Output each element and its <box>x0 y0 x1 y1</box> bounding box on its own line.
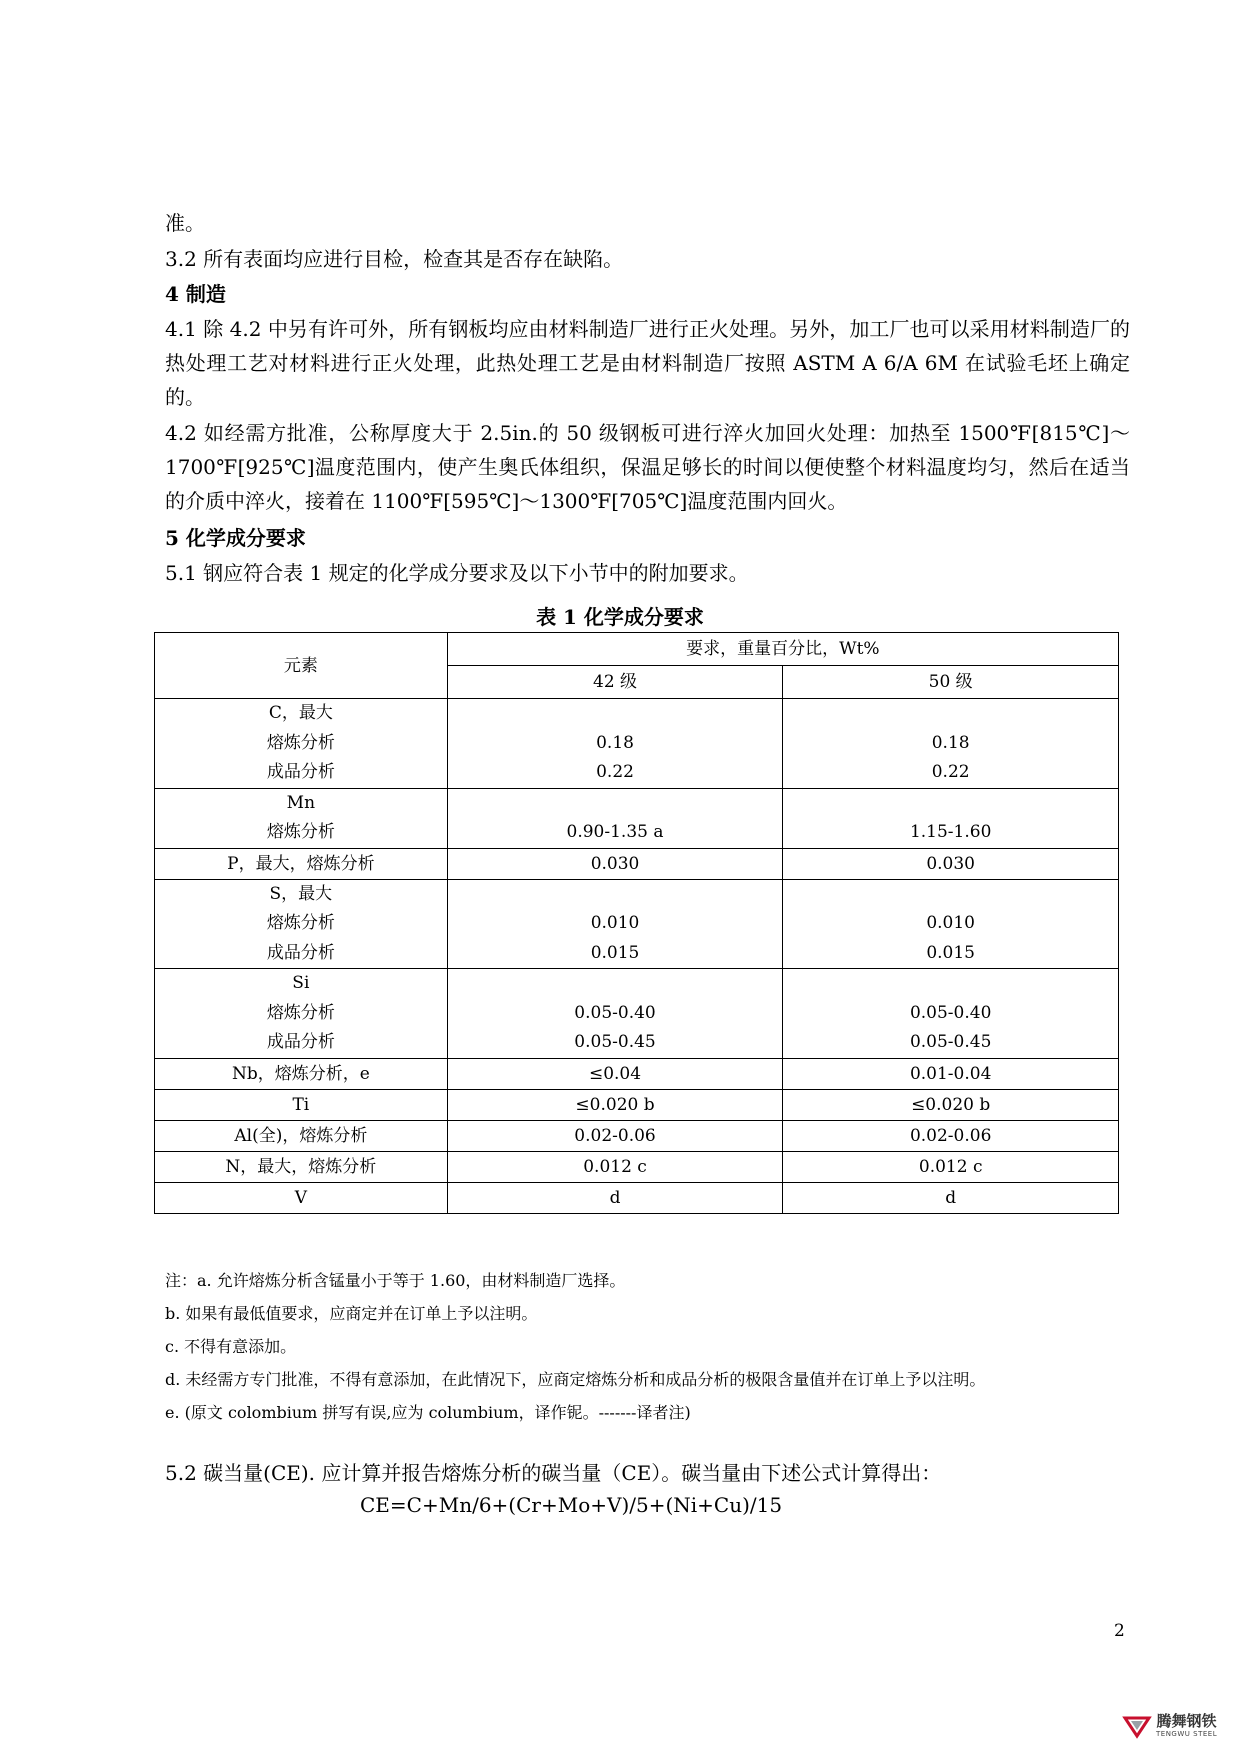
cell-line: 熔炼分析 <box>266 1002 335 1023</box>
table-row <box>155 1151 1119 1182</box>
chemical-requirements-table <box>154 632 1119 1214</box>
cell-g50 <box>783 879 1119 969</box>
section-5-1: 5.1 钢应符合表 1 规定的化学成分要求及以下小节中的附加要求。 <box>165 561 749 585</box>
table-caption: 表 1 化学成分要求 <box>536 605 704 629</box>
cell-element <box>155 969 448 1059</box>
table-row <box>155 1182 1119 1213</box>
section-4-2: 4.2 如经需方批准，公称厚度大于 2.5in.的 50 级钢板可进行淬火加回火处理：加热至 1500℉[815℃]～1700℉[925℃]温度范围内，使产生奥氏体组织，保温足够长的时间以便使整个材料温度均匀，然后在适当的介质中淬火，接着在 1100℉[595℃]～1300℉[705℃]温度范围内回火。 <box>165 421 1130 513</box>
cell-element <box>155 1120 448 1151</box>
cell-line: S，最大 <box>269 883 333 904</box>
cell-g50 <box>783 1058 1119 1089</box>
cell-element <box>155 1151 448 1182</box>
cell-g42 <box>447 699 783 789</box>
text-line: 准。 <box>165 211 205 235</box>
cell-line: 0.90-1.35 a <box>566 822 664 842</box>
cell-line <box>783 969 1118 999</box>
cell-g42 <box>447 1058 783 1089</box>
note-b: b. 如果有最低值要求，应商定并在订单上予以注明。 <box>165 1304 538 1323</box>
cell-line: 0.012 c <box>583 1156 647 1177</box>
cell-line <box>783 789 1118 819</box>
cell-line <box>448 699 783 729</box>
cell-line: P，最大，熔炼分析 <box>227 853 375 874</box>
cell-line: 0.012 c <box>918 1156 983 1177</box>
cell-g42 <box>447 1089 783 1120</box>
section-4-1: 4.1 除 4.2 中另有许可外，所有钢板均应由材料制造厂进行正火处理。另外，加工厂也可以采用材料制造厂的热处理工艺对材料进行正火处理，此热处理工艺是由材料制造厂按照 ASTM A 6/A 6M 在试验毛坯上确定的。 <box>165 317 1130 409</box>
table-row <box>155 879 1119 969</box>
cell-g42 <box>447 788 783 848</box>
logo-mark-icon <box>1122 1713 1152 1739</box>
cell-line: 0.010 <box>926 913 975 933</box>
cell-g42 <box>447 969 783 1059</box>
company-logo <box>1122 1713 1217 1739</box>
cell-line: Al(全)，熔炼分析 <box>234 1125 368 1146</box>
cell-line: 熔炼分析 <box>266 822 335 842</box>
cell-line: 0.015 <box>926 942 975 963</box>
cell-line: 0.015 <box>590 942 640 963</box>
cell-line: ≤0.04 <box>588 1063 642 1084</box>
cell-line: d <box>609 1187 621 1208</box>
cell-line: 0.01-0.04 <box>909 1063 992 1084</box>
cell-line: 成品分析 <box>266 942 335 963</box>
cell-g42 <box>447 1182 783 1213</box>
header-grade-50: 50 级 <box>783 666 1119 699</box>
table-row <box>155 969 1119 1059</box>
cell-line: C，最大 <box>268 703 333 723</box>
section-5-2: 5.2 碳当量(CE). 应计算并报告熔炼分析的碳当量（CE）。碳当量由下述公式计算得出： <box>165 1461 942 1485</box>
cell-element <box>155 1089 448 1120</box>
cell-line: 0.05-0.45 <box>574 1032 656 1052</box>
cell-line: 成品分析 <box>266 762 335 782</box>
cell-line: 0.02-0.06 <box>574 1125 656 1146</box>
note-d: d. 未经需方专门批准，不得有意添加，在此情况下，应商定熔炼分析和成品分析的极限含量值并在订单上予以注明。 <box>165 1370 986 1389</box>
header-grade-42: 42 级 <box>447 666 783 699</box>
cell-line: ≤0.020 b <box>575 1094 655 1115</box>
cell-line: 0.22 <box>596 762 634 782</box>
cell-line: 熔炼分析 <box>266 913 335 933</box>
cell-element <box>155 788 448 848</box>
cell-line <box>448 880 783 910</box>
note-e: e. (原文 colombium 拼写有误,应为 columbium，译作铌。-------译者注) <box>165 1403 691 1422</box>
section-4-heading: 4 制造 <box>165 282 226 306</box>
cell-line: V <box>294 1187 307 1208</box>
logo-text-en: TENGWU STEEL <box>1156 1730 1218 1738</box>
cell-g50 <box>783 848 1119 879</box>
cell-element <box>155 1058 448 1089</box>
cell-line <box>448 969 783 999</box>
cell-g50 <box>783 1151 1119 1182</box>
cell-line: 熔炼分析 <box>266 732 335 753</box>
cell-line: ≤0.020 b <box>911 1094 991 1115</box>
cell-line: 0.010 <box>590 913 640 933</box>
cell-g42 <box>447 848 783 879</box>
cell-line: 0.05-0.40 <box>909 1002 992 1023</box>
note-c: c. 不得有意添加。 <box>165 1337 297 1356</box>
note-a: 注：a. 允许熔炼分析含锰量小于等于 1.60，由材料制造厂选择。 <box>165 1271 626 1290</box>
table-row <box>155 699 1119 789</box>
ce-formula: CE=C+Mn/6+(Cr+Mo+V)/5+(Ni+Cu)/15 <box>360 1493 783 1517</box>
cell-line: 0.030 <box>590 853 640 874</box>
section-5-heading: 5 化学成分要求 <box>165 526 306 550</box>
cell-g50 <box>783 969 1119 1059</box>
cell-g42 <box>447 879 783 969</box>
cell-line: Mn <box>286 792 316 813</box>
cell-line: 0.02-0.06 <box>909 1125 992 1146</box>
cell-element <box>155 848 448 879</box>
cell-line: 0.05-0.40 <box>574 1002 656 1023</box>
cell-line: 0.18 <box>596 732 634 753</box>
cell-line <box>783 880 1118 910</box>
table-row <box>155 1058 1119 1089</box>
cell-line: 1.15-1.60 <box>909 822 992 842</box>
cell-line: 0.22 <box>931 762 970 782</box>
cell-line <box>783 699 1118 729</box>
cell-line: Nb，熔炼分析，e <box>231 1063 370 1084</box>
cell-line: 0.18 <box>931 732 970 753</box>
page-number: 2 <box>1114 1621 1125 1641</box>
table-row <box>155 1089 1119 1120</box>
table-row <box>155 848 1119 879</box>
header-element: 元素 <box>155 633 448 699</box>
cell-line: 0.030 <box>926 853 975 874</box>
cell-g50 <box>783 1182 1119 1213</box>
table-row <box>155 788 1119 848</box>
cell-line <box>448 789 783 819</box>
header-requirements: 要求，重量百分比，Wt% <box>447 633 1118 666</box>
cell-element <box>155 699 448 789</box>
cell-line: 成品分析 <box>266 1032 335 1052</box>
logo-text-cn: 腾舞钢铁 <box>1156 1712 1217 1730</box>
cell-line: Ti <box>292 1094 310 1115</box>
cell-line: d <box>945 1187 957 1208</box>
section-3-2: 3.2 所有表面均应进行目检，检查其是否存在缺陷。 <box>165 247 624 271</box>
cell-element <box>155 879 448 969</box>
cell-g50 <box>783 1120 1119 1151</box>
cell-line: N，最大，熔炼分析 <box>225 1156 377 1177</box>
cell-g50 <box>783 788 1119 848</box>
cell-g50 <box>783 699 1119 789</box>
cell-g42 <box>447 1120 783 1151</box>
cell-g50 <box>783 1089 1119 1120</box>
cell-element <box>155 1182 448 1213</box>
table-notes <box>165 1264 985 1429</box>
cell-g42 <box>447 1151 783 1182</box>
cell-line: Si <box>292 973 310 993</box>
table-row <box>155 1120 1119 1151</box>
cell-line: 0.05-0.45 <box>909 1032 992 1052</box>
